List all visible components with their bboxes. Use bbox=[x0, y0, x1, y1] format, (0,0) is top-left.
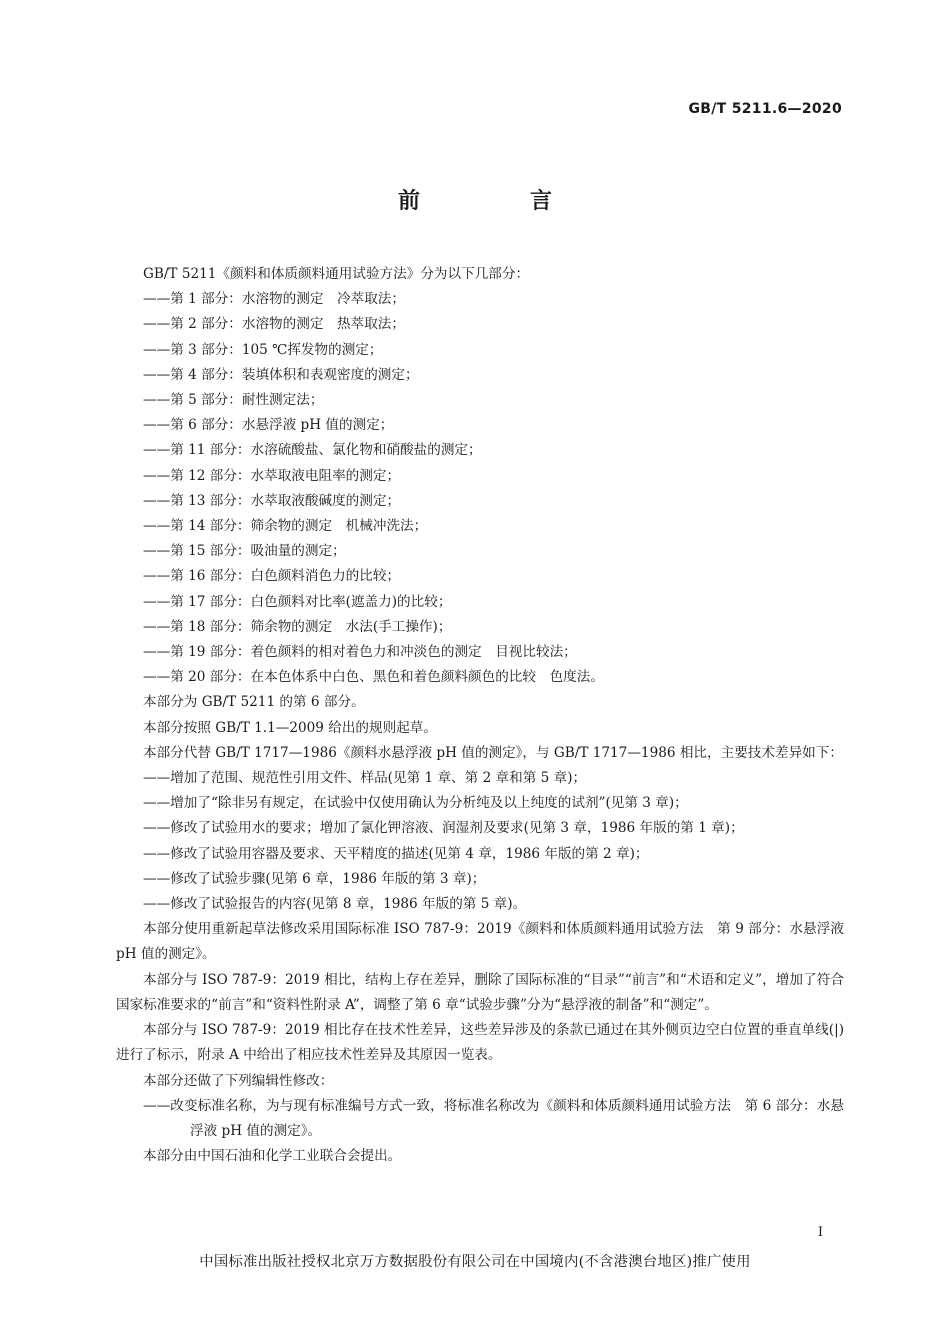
change-list-item: ——修改了试验步骤(见第 6 章，1986 年版的第 3 章)； bbox=[143, 870, 486, 887]
technical-statement: 本部分与 ISO 787-9：2019 相比存在技术性差异，这些差异涉及的条款已通过在其外侧页边空白位置的垂直单线(|)进行了标示，附录 A 中给出了相应技术性差异及其原因一览表。 bbox=[116, 1022, 844, 1064]
part-list-item: ——第 1 部分：水溶物的测定 冷萃取法； bbox=[143, 291, 405, 308]
change-list-item: ——增加了“除非另有规定，在试验中仅使用确认为分析纯及以上纯度的试剂”(见第 3 章)； bbox=[143, 795, 688, 812]
part-list-item: ——第 2 部分：水溶物的测定 热萃取法； bbox=[143, 316, 405, 333]
part-list-item: ——第 16 部分：白色颜料消色力的比较； bbox=[143, 568, 401, 585]
change-list-item: ——修改了试验用水的要求；增加了氯化钾溶液、润湿剂及要求(见第 3 章，1986 年版的第 1 章)； bbox=[143, 820, 744, 837]
iso-statement: 本部分使用重新起草法修改采用国际标准 ISO 787-9：2019《颜料和体质颜料通用试验方法 第 9 部分：水悬浮液 pH 值的测定》。 bbox=[116, 921, 844, 963]
change-list-item: ——增加了范围、规范性引用文件、样品(见第 1 章、第 2 章和第 5 章)； bbox=[143, 770, 587, 787]
part-list-item: ——第 4 部分：装填体积和表观密度的测定； bbox=[143, 366, 419, 383]
part-list-item: ——第 11 部分：水溶硫酸盐、氯化物和硝酸盐的测定； bbox=[143, 442, 482, 459]
part-list-item: ——第 6 部分：水悬浮液 pH 值的测定； bbox=[143, 417, 394, 434]
structure-statement: 本部分与 ISO 787-9：2019 相比，结构上存在差异，删除了国际标准的“目录”“前言”和“术语和定义”，增加了符合国家标准要求的“前言”和“资料性附录 A”，调整了第 6 章“试验步骤”分为“悬浮液的制备”和“测定”。 bbox=[116, 971, 844, 1013]
editorial-statement: 本部分还做了下列编辑性修改： bbox=[143, 1072, 334, 1089]
rules-statement: 本部分按照 GB/T 1.1—2009 给出的规则起草。 bbox=[143, 719, 437, 736]
intro-paragraph: GB/T 5211《颜料和体质颜料通用试验方法》分为以下几部分： bbox=[143, 266, 530, 282]
foreword-body bbox=[116, 262, 844, 1169]
page-title: 前 言 bbox=[397, 189, 596, 214]
part-statement: 本部分为 GB/T 5211 的第 6 部分。 bbox=[143, 694, 365, 711]
part-list-item: ——第 19 部分：着色颜料的相对着色力和冲淡色的测定 目视比较法； bbox=[143, 644, 577, 661]
page-number: I bbox=[817, 1225, 823, 1240]
change-list-item: ——修改了试验报告的内容(见第 8 章，1986 年版的第 5 章)。 bbox=[143, 896, 527, 913]
part-list-item: ——第 17 部分：白色颜料对比率(遮盖力)的比较； bbox=[143, 593, 452, 610]
footer-notice: 中国标准出版社授权北京万方数据股份有限公司在中国境内(不含港澳台地区)推广使用 bbox=[199, 1254, 751, 1270]
part-list-item: ——第 18 部分：筛余物的测定 水法(手工操作)； bbox=[143, 618, 452, 635]
part-list-item: ——第 14 部分：筛余物的测定 机械冲洗法； bbox=[143, 518, 428, 535]
change-list-item: ——修改了试验用容器及要求、天平精度的描述(见第 4 章，1986 年版的第 2 章)； bbox=[143, 845, 649, 862]
replace-statement: 本部分代替 GB/T 1717—1986《颜料水悬浮液 pH 值的测定》，与 GB/T 1717—1986 相比，主要技术差异如下： bbox=[143, 744, 843, 761]
part-list-item: ——第 20 部分：在本色体系中白色、黑色和着色颜料颜色的比较 色度法。 bbox=[143, 669, 604, 686]
editorial-list-item: ——改变标准名称，为与现有标准编号方式一致，将标准名称改为《颜料和体质颜料通用试验方法 第 6 部分：水悬浮液 pH 值的测定》。 bbox=[143, 1097, 844, 1139]
proposed-statement: 本部分由中国石油和化学工业联合会提出。 bbox=[143, 1148, 402, 1165]
part-list-item: ——第 15 部分：吸油量的测定； bbox=[143, 543, 346, 560]
part-list-item: ——第 12 部分：水萃取液电阻率的测定； bbox=[143, 467, 401, 484]
standard-number: GB/T 5211.6—2020 bbox=[688, 101, 842, 117]
part-list-item: ——第 3 部分：105 ℃挥发物的测定； bbox=[143, 341, 383, 358]
part-list-item: ——第 13 部分：水萃取液酸碱度的测定； bbox=[143, 492, 401, 509]
part-list-item: ——第 5 部分：耐性测定法； bbox=[143, 392, 324, 409]
